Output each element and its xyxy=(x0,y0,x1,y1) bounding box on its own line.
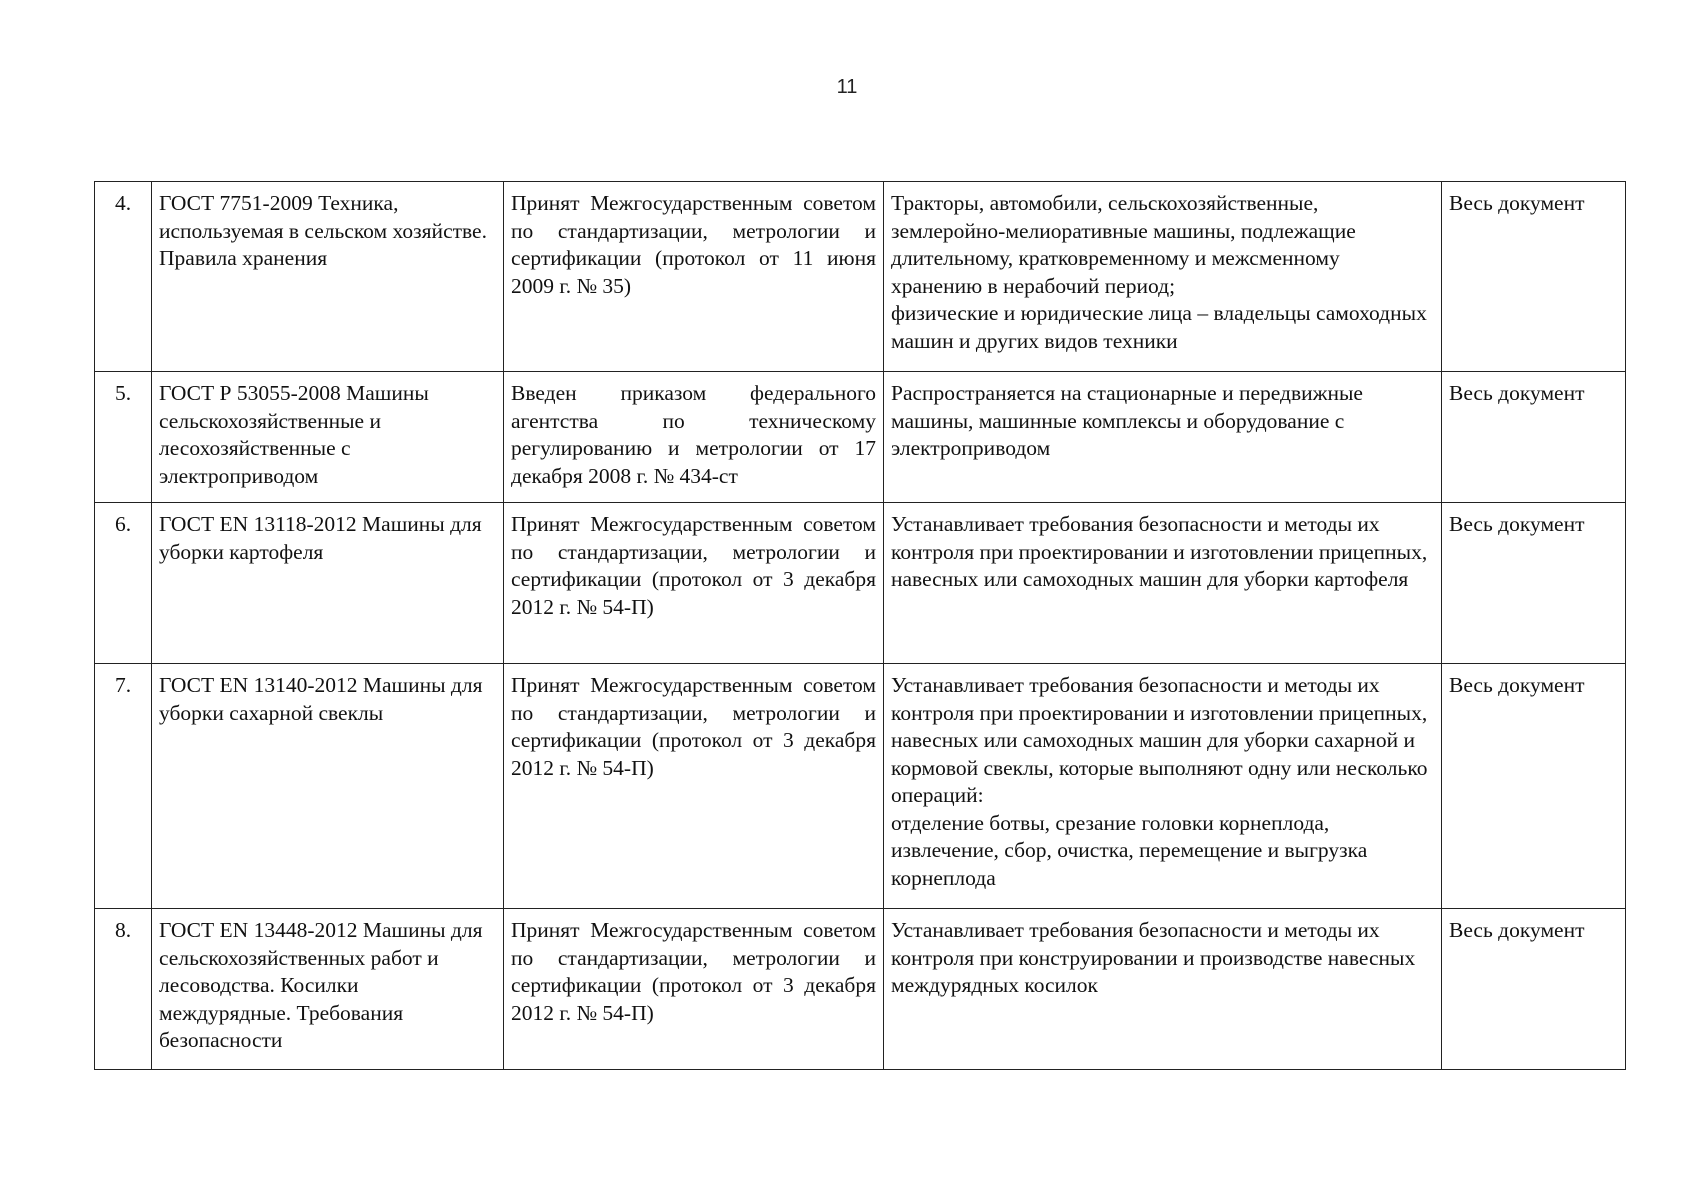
row-number: 6. xyxy=(95,503,152,664)
table-row xyxy=(95,182,1626,372)
standard-name: ГОСТ EN 13140-2012 Машины для уборки сахарной свеклы xyxy=(152,664,504,909)
approval-info: Принят Межгосударственным советом по стандартизации, метрологии и сертификации (протокол от 3 декабря 2012 г. № 54-П) xyxy=(504,664,884,909)
row-number: 7. xyxy=(95,664,152,909)
table-row xyxy=(95,372,1626,503)
standard-name: ГОСТ EN 13118-2012 Машины для уборки картофеля xyxy=(152,503,504,664)
standards-table xyxy=(94,181,1626,1070)
standard-name: ГОСТ Р 53055-2008 Машины сельскохозяйственные и лесохозяйственные с электроприводом xyxy=(152,372,504,503)
row-number: 8. xyxy=(95,909,152,1070)
approval-info: Принят Межгосударственным советом по стандартизации, метрологии и сертификации (протокол от 11 июня 2009 г. № 35) xyxy=(504,182,884,372)
coverage-text: Весь документ xyxy=(1442,503,1626,664)
approval-info: Принят Межгосударственным советом по стандартизации, метрологии и сертификации (протокол от 3 декабря 2012 г. № 54-П) xyxy=(504,909,884,1070)
scope-cell xyxy=(884,909,1442,1070)
table-row xyxy=(95,909,1626,1070)
scope-text: Устанавливает требования безопасности и методы их контроля при проектировании и изготовлении прицепных, навесных или самоходных машин для уборки сахарной и кормовой свеклы, которые выполняют одну или несколько операций: xyxy=(891,673,1428,807)
page-number: 11 xyxy=(836,76,858,98)
table-row xyxy=(95,503,1626,664)
standard-name: ГОСТ EN 13448-2012 Машины для сельскохозяйственных работ и лесоводства. Косилки междурядные. Требования безопасности xyxy=(152,909,504,1070)
row-number: 5. xyxy=(95,372,152,503)
scope-text: Устанавливает требования безопасности и методы их контроля при проектировании и изготовлении прицепных, навесных или самоходных машин для уборки картофеля xyxy=(891,512,1428,591)
approval-info: Принят Межгосударственным советом по стандартизации, метрологии и сертификации (протокол от 3 декабря 2012 г. № 54-П) xyxy=(504,503,884,664)
coverage-text: Весь документ xyxy=(1442,182,1626,372)
scope-text: Распространяется на стационарные и передвижные машины, машинные комплексы и оборудование с электроприводом xyxy=(891,381,1363,460)
scope-text: Устанавливает требования безопасности и методы их контроля при конструировании и производстве навесных междурядных косилок xyxy=(891,918,1416,997)
scope-cell xyxy=(884,664,1442,909)
approval-info: Введен приказом федерального агентства по техническому регулированию и метрологии от 17 декабря 2008 г. № 434-ст xyxy=(504,372,884,503)
scope-cell xyxy=(884,372,1442,503)
scope-text: Тракторы, автомобили, сельскохозяйственные, землеройно-мелиоративные машины, подлежащие длительному, кратковременному и межсменному хранению в нерабочий период; xyxy=(891,191,1356,298)
coverage-text: Весь документ xyxy=(1442,664,1626,909)
standard-name: ГОСТ 7751-2009 Техника, используемая в сельском хозяйстве. Правила хранения xyxy=(152,182,504,372)
scope-text: отделение ботвы, срезание головки корнеплода, извлечение, сбор, очистка, перемещение и выгрузка корнеплода xyxy=(891,810,1368,890)
coverage-text: Весь документ xyxy=(1442,372,1626,503)
scope-text: физические и юридические лица – владельцы самоходных машин и других видов техники xyxy=(891,301,1427,353)
coverage-text: Весь документ xyxy=(1442,909,1626,1070)
scope-cell xyxy=(884,182,1442,372)
scope-cell xyxy=(884,503,1442,664)
table-row xyxy=(95,664,1626,909)
row-number: 4. xyxy=(95,182,152,372)
